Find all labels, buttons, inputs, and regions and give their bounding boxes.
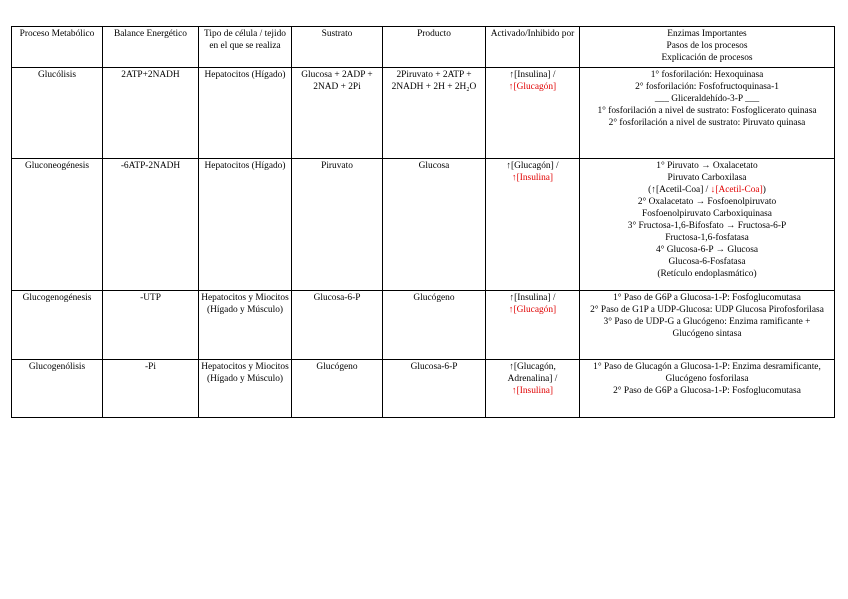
enzyme-step: Fructosa-1,6-fosfatasa bbox=[665, 233, 749, 243]
header-enzimas bbox=[580, 27, 835, 68]
metabolism-table bbox=[11, 26, 835, 418]
enzyme-step: 2° Paso de G6P a Glucosa-1-P: Fosfoglucomutasa bbox=[613, 386, 801, 396]
cell-proceso: Glucogenogénesis bbox=[12, 291, 103, 360]
enzyme-step: Fosfoenolpiruvato Carboxiquinasa bbox=[642, 209, 772, 219]
enzyme-step: Glucosa-6-Fosfatasa bbox=[668, 257, 746, 267]
enzyme-step: 1° fosforilación a nivel de sustrato: Fosfoglicerato quinasa bbox=[597, 106, 817, 116]
table-row-glucogenogenesis bbox=[12, 291, 835, 360]
cell-sustrato: Glucógeno bbox=[292, 360, 383, 418]
enzyme-step: 2° fosforilación: Fosfofructoquinasa-1 bbox=[635, 82, 779, 92]
cell-enzimas bbox=[580, 291, 835, 360]
enzyme-step: ___ Gliceraldehído-3-P ___ bbox=[654, 94, 760, 104]
header-balance: Balance Energético bbox=[103, 27, 199, 68]
header-enzimas-line: Enzimas Importantes bbox=[667, 29, 747, 39]
inhibitor: ↑[Insulina] bbox=[511, 386, 554, 396]
cell-proceso: Glucólisis bbox=[12, 68, 103, 159]
cell-activado bbox=[486, 159, 580, 291]
cell-tipo: Hepatocitos y Miocitos (Hígado y Músculo) bbox=[199, 360, 292, 418]
table-row-gluconeogenesis bbox=[12, 159, 835, 291]
cell-enzimas bbox=[580, 159, 835, 291]
activator: ↑[Glucagón, Adrenalina] / bbox=[507, 362, 558, 384]
activator: ↑[Insulina] / bbox=[509, 293, 556, 303]
enzyme-step: 4° Glucosa-6-P → Glucosa bbox=[655, 245, 759, 255]
header-activado: Activado/Inhibido por bbox=[486, 27, 580, 68]
enzyme-step: 3° Fructosa-1,6-Bifosfato → Fructosa-6-P bbox=[627, 221, 787, 231]
enzyme-step: 2° Oxalacetato → Fosfoenolpiruvato bbox=[637, 197, 777, 207]
cell-balance: -6ATP-2NADH bbox=[103, 159, 199, 291]
enzyme-step: Piruvato Carboxilasa bbox=[667, 173, 747, 183]
header-proceso: Proceso Metabólico bbox=[12, 27, 103, 68]
acetil-regulation bbox=[582, 184, 832, 196]
inhibitor: ↑[Glucagón] bbox=[508, 305, 557, 315]
cell-sustrato: Glucosa + 2ADP + 2NAD + 2Pi bbox=[292, 68, 383, 159]
enzyme-step: 1° Piruvato → Oxalacetato bbox=[656, 161, 758, 171]
header-enzimas-line: Pasos de los procesos bbox=[666, 41, 748, 51]
header-enzimas-line: Explicación de procesos bbox=[661, 53, 753, 63]
cell-sustrato: Piruvato bbox=[292, 159, 383, 291]
enzyme-step: 2° fosforilación a nivel de sustrato: Piruvato quinasa bbox=[608, 118, 806, 128]
header-producto: Producto bbox=[383, 27, 486, 68]
enzyme-step: 2° Paso de G1P a UDP-Glucosa: UDP Glucosa Pirofosforilasa bbox=[590, 305, 824, 315]
activator: ↑[Insulina] / bbox=[509, 70, 556, 80]
cell-balance: -Pi bbox=[103, 360, 199, 418]
inhibitor: ↑[Glucagón] bbox=[508, 82, 557, 92]
enzyme-step: 1° Paso de G6P a Glucosa-1-P: Fosfoglucomutasa bbox=[613, 293, 801, 303]
cell-enzimas bbox=[580, 68, 835, 159]
enzyme-step: (Retículo endoplasmático) bbox=[657, 269, 757, 279]
cell-proceso: Glucogenólisis bbox=[12, 360, 103, 418]
cell-tipo: Hepatocitos (Hígado) bbox=[199, 68, 292, 159]
cell-activado bbox=[486, 68, 580, 159]
enzyme-step: 1° fosforilación: Hexoquinasa bbox=[650, 70, 764, 80]
cell-sustrato: Glucosa-6-P bbox=[292, 291, 383, 360]
acetil-close: ) bbox=[762, 185, 766, 195]
header-tipo: Tipo de célula / tejido en el que se realiza bbox=[199, 27, 292, 68]
activator: ↑[Glucagón] / bbox=[506, 161, 559, 171]
cell-balance: -UTP bbox=[103, 291, 199, 360]
enzyme-step: 1° Paso de Glucagón a Glucosa-1-P: Enzima desramificante, Glucógeno fosforilasa bbox=[593, 362, 821, 384]
header-row bbox=[12, 27, 835, 68]
cell-tipo: Hepatocitos y Miocitos (Hígado y Músculo) bbox=[199, 291, 292, 360]
enzyme-step: 3° Paso de UDP-G a Glucógeno: Enzima ramificante + Glucógeno sintasa bbox=[603, 317, 811, 339]
acetil-activator: (↑[Acetil-Coa] / bbox=[648, 185, 711, 195]
table-row-glucolisis bbox=[12, 68, 835, 159]
cell-balance: 2ATP+2NADH bbox=[103, 68, 199, 159]
header-sustrato: Sustrato bbox=[292, 27, 383, 68]
cell-producto: Glucosa-6-P bbox=[383, 360, 486, 418]
cell-enzimas bbox=[580, 360, 835, 418]
cell-proceso: Gluconeogénesis bbox=[12, 159, 103, 291]
acetil-inhibitor: ↓[Acetil-Coa] bbox=[710, 185, 763, 195]
cell-producto: Glucógeno bbox=[383, 291, 486, 360]
cell-tipo: Hepatocitos (Hígado) bbox=[199, 159, 292, 291]
inhibitor: ↑[Insulina] bbox=[511, 173, 554, 183]
cell-producto: 2Piruvato + 2ATP + 2NADH + 2H + 2H₂O bbox=[383, 68, 486, 159]
cell-producto: Glucosa bbox=[383, 159, 486, 291]
cell-activado bbox=[486, 291, 580, 360]
cell-activado bbox=[486, 360, 580, 418]
table-row-glucogenolisis bbox=[12, 360, 835, 418]
